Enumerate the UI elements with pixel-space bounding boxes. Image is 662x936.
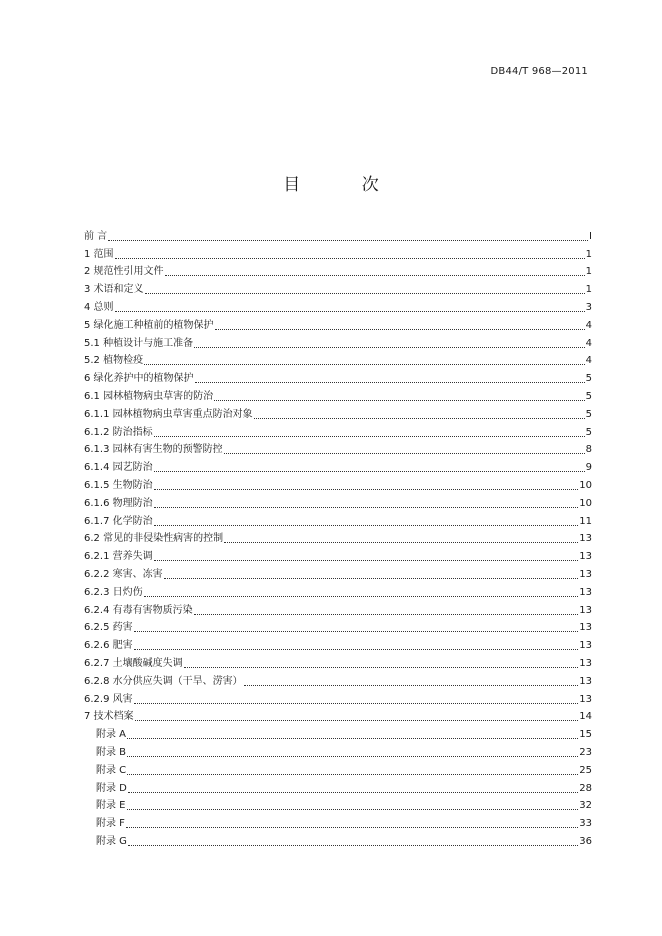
toc-leader-dots xyxy=(224,542,578,543)
toc-leader-dots xyxy=(145,293,585,294)
toc-entry-page: 13 xyxy=(579,622,592,634)
toc-entry[interactable] xyxy=(84,226,592,244)
toc-entry-page: 4 xyxy=(585,337,592,349)
toc-leader-dots xyxy=(144,596,579,597)
toc-entry-page: 1 xyxy=(585,284,592,296)
toc-entry-page: 13 xyxy=(579,568,592,580)
toc-entry-label: 5 绿化施工种植前的植物保护 xyxy=(84,319,214,331)
toc-entry[interactable] xyxy=(84,707,592,725)
toc-entry[interactable] xyxy=(84,600,592,618)
toc-leader-dots xyxy=(154,489,579,490)
toc-leader-dots xyxy=(144,364,585,365)
toc-entry-page: 33 xyxy=(579,818,592,830)
toc-leader-dots xyxy=(126,827,578,828)
toc-entry-label: 3 术语和定义 xyxy=(84,284,144,296)
toc-leader-dots xyxy=(127,738,578,739)
toc-entry-label: 6.1.1 园林植物病虫草害重点防治对象 xyxy=(84,408,253,420)
toc-entry-page: 5 xyxy=(585,408,592,420)
toc-leader-dots xyxy=(108,240,588,241)
toc-entry[interactable] xyxy=(84,760,592,778)
toc-entry-label: 6.1.5 生物防治 xyxy=(84,479,153,491)
toc-entry-page: 3 xyxy=(585,301,592,313)
toc-entry-page: 4 xyxy=(585,355,592,367)
toc-entry[interactable] xyxy=(84,422,592,440)
toc-entry[interactable] xyxy=(84,546,592,564)
toc-entry[interactable] xyxy=(84,635,592,653)
toc-entry-page: 13 xyxy=(579,604,592,616)
toc-leader-dots xyxy=(214,400,585,401)
toc-entry-label: 6.1.7 化学防治 xyxy=(84,515,153,527)
toc-entry-label: 6.2.9 风害 xyxy=(84,693,133,705)
table-of-contents xyxy=(84,226,592,849)
toc-entry-label: 5.1 种植设计与施工准备 xyxy=(84,337,194,349)
toc-entry-label: 6 绿化养护中的植物保护 xyxy=(84,373,194,385)
toc-entry-page: 13 xyxy=(579,551,592,563)
toc-entry-label: 附录 E xyxy=(96,800,126,812)
toc-entry-page: 1 xyxy=(585,248,592,260)
toc-leader-dots xyxy=(254,418,585,419)
toc-leader-dots xyxy=(128,845,578,846)
toc-entry-page: 13 xyxy=(579,657,592,669)
toc-leader-dots xyxy=(195,382,585,383)
toc-leader-dots xyxy=(164,578,579,579)
toc-entry[interactable] xyxy=(84,386,592,404)
toc-leader-dots xyxy=(224,453,585,454)
toc-entry[interactable] xyxy=(84,831,592,849)
toc-entry[interactable] xyxy=(84,778,592,796)
toc-leader-dots xyxy=(134,649,579,650)
toc-entry-label: 附录 B xyxy=(96,746,127,758)
toc-entry-label: 6.1.2 防治指标 xyxy=(84,426,153,438)
toc-entry[interactable] xyxy=(84,297,592,315)
toc-entry-label: 附录 C xyxy=(96,764,127,776)
toc-entry[interactable] xyxy=(84,796,592,814)
toc-entry-page: 5 xyxy=(585,390,592,402)
toc-entry-label: 4 总则 xyxy=(84,301,114,313)
toc-entry-page: 13 xyxy=(579,586,592,598)
toc-leader-dots xyxy=(115,311,585,312)
toc-entry-page: 28 xyxy=(579,782,592,794)
toc-entry[interactable] xyxy=(84,493,592,511)
toc-entry[interactable] xyxy=(84,813,592,831)
toc-entry-label: 6.1.4 园艺防治 xyxy=(84,462,153,474)
toc-entry-label: 6.1 园林植物病虫草害的防治 xyxy=(84,390,214,402)
toc-entry-label: 6.2.7 土壤酸碱度失调 xyxy=(84,657,183,669)
toc-entry-page: 9 xyxy=(585,462,592,474)
toc-entry-label: 6.1.6 物理防治 xyxy=(84,497,153,509)
toc-entry-page: 15 xyxy=(579,729,592,741)
toc-entry[interactable] xyxy=(84,724,592,742)
toc-entry[interactable] xyxy=(84,671,592,689)
toc-leader-dots xyxy=(154,560,579,561)
toc-entry[interactable] xyxy=(84,244,592,262)
toc-entry-page: 13 xyxy=(579,640,592,652)
toc-entry[interactable] xyxy=(84,279,592,297)
toc-entry-page: 10 xyxy=(579,497,592,509)
toc-entry-page: 10 xyxy=(579,479,592,491)
toc-entry-label: 2 规范性引用文件 xyxy=(84,266,164,278)
toc-leader-dots xyxy=(244,685,579,686)
toc-entry-page: 13 xyxy=(579,533,592,545)
toc-entry-page: 5 xyxy=(585,426,592,438)
toc-entry[interactable] xyxy=(84,457,592,475)
toc-leader-dots xyxy=(127,809,579,810)
toc-entry-page: 13 xyxy=(579,675,592,687)
toc-entry[interactable] xyxy=(84,351,592,369)
toc-leader-dots xyxy=(154,471,585,472)
toc-entry-page: 13 xyxy=(579,693,592,705)
toc-entry-page: 32 xyxy=(579,800,592,812)
toc-entry-label: 6.2.5 药害 xyxy=(84,622,133,634)
toc-entry[interactable] xyxy=(84,440,592,458)
toc-leader-dots xyxy=(127,774,578,775)
toc-leader-dots xyxy=(127,756,578,757)
toc-entry-label: 6.2.4 有毒有害物质污染 xyxy=(84,604,193,616)
toc-entry[interactable] xyxy=(84,564,592,582)
toc-entry-label: 6.2.8 水分供应失调（干旱、涝害） xyxy=(84,675,243,687)
toc-entry-page: 36 xyxy=(579,835,592,847)
toc-leader-dots xyxy=(128,792,578,793)
toc-entry-page: 5 xyxy=(585,373,592,385)
toc-title: 目 次 xyxy=(283,175,407,195)
toc-leader-dots xyxy=(194,614,579,615)
document-code: DB44/T 968—2011 xyxy=(490,66,588,77)
toc-entry-label: 附录 A xyxy=(96,729,127,741)
toc-entry-label: 6.2.1 营养失调 xyxy=(84,551,153,563)
toc-entry[interactable] xyxy=(84,742,592,760)
toc-leader-dots xyxy=(184,667,579,668)
toc-leader-dots xyxy=(135,720,579,721)
toc-entry[interactable] xyxy=(84,511,592,529)
toc-entry-label: 前 言 xyxy=(84,230,108,242)
toc-entry[interactable] xyxy=(84,618,592,636)
toc-entry-page: I xyxy=(589,230,592,242)
toc-leader-dots xyxy=(154,436,585,437)
toc-leader-dots xyxy=(154,507,579,508)
toc-entry-page: 23 xyxy=(579,746,592,758)
toc-entry-page: 25 xyxy=(579,764,592,776)
toc-entry-label: 附录 F xyxy=(96,818,125,830)
toc-entry[interactable] xyxy=(84,529,592,547)
toc-entry-label: 附录 G xyxy=(96,835,127,847)
toc-entry[interactable] xyxy=(84,582,592,600)
toc-entry[interactable] xyxy=(84,262,592,280)
toc-entry-page: 14 xyxy=(579,711,592,723)
toc-entry-page: 8 xyxy=(585,444,592,456)
toc-leader-dots xyxy=(115,258,585,259)
toc-entry-label: 6.2 常见的非侵染性病害的控制 xyxy=(84,533,224,545)
toc-entry[interactable] xyxy=(84,404,592,422)
toc-entry[interactable] xyxy=(84,689,592,707)
toc-entry[interactable] xyxy=(84,315,592,333)
toc-leader-dots xyxy=(134,631,579,632)
toc-leader-dots xyxy=(165,275,585,276)
toc-entry-label: 附录 D xyxy=(96,782,127,794)
toc-entry[interactable] xyxy=(84,368,592,386)
toc-leader-dots xyxy=(134,703,579,704)
toc-entry[interactable] xyxy=(84,653,592,671)
toc-entry-label: 7 技术档案 xyxy=(84,711,134,723)
toc-entry-label: 6.1.3 园林有害生物的预警防控 xyxy=(84,444,223,456)
toc-leader-dots xyxy=(154,525,579,526)
toc-entry-label: 6.2.6 肥害 xyxy=(84,640,133,652)
toc-entry-page: 4 xyxy=(585,319,592,331)
toc-leader-dots xyxy=(194,347,585,348)
toc-entry[interactable] xyxy=(84,475,592,493)
toc-entry-label: 5.2 植物检疫 xyxy=(84,355,144,367)
toc-entry-page: 11 xyxy=(579,515,592,527)
toc-leader-dots xyxy=(215,329,585,330)
toc-entry-page: 1 xyxy=(585,266,592,278)
toc-entry-label: 6.2.2 寒害、冻害 xyxy=(84,568,163,580)
toc-entry[interactable] xyxy=(84,333,592,351)
toc-entry-label: 6.2.3 日灼伤 xyxy=(84,586,143,598)
toc-entry-label: 1 范围 xyxy=(84,248,114,260)
